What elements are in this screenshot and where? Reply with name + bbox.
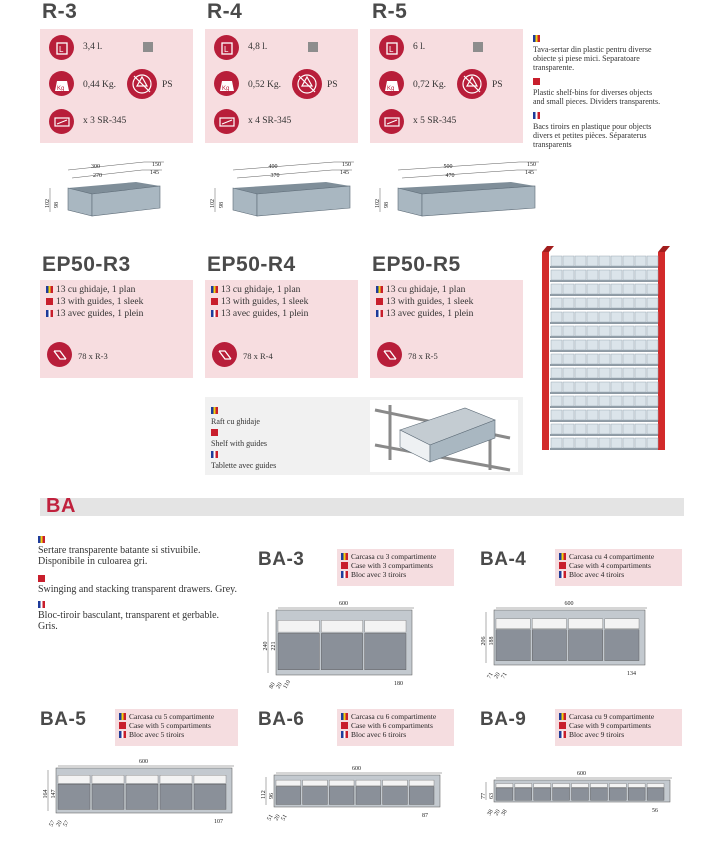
ep-spec-box [370, 280, 523, 378]
flag-uk-icon [533, 78, 540, 85]
ba-dim-height-inner: 188 [489, 636, 495, 646]
flag-ro-icon [46, 286, 53, 293]
volume-value: 3,4 l. [83, 42, 103, 52]
dim-width-inner: 370 [270, 173, 280, 179]
flag-fr-icon [38, 601, 45, 608]
ep-fr-text: 13 avec guides, 1 plein [56, 309, 144, 319]
ba-drawing [482, 770, 692, 818]
ba-line-en [341, 561, 433, 570]
material-value: PS [492, 80, 503, 90]
ba-dim-depth: 180 [394, 681, 403, 687]
ba-spec-box [337, 549, 454, 586]
weight-icon [49, 71, 74, 96]
legend-ro-text: Tava-sertar din plastic pentru diverse obiecte și piese mici. Separatoare transparente. [533, 45, 652, 72]
legend-fr [533, 110, 663, 149]
r-bin-drawing [211, 158, 366, 220]
r-code: R-3 [42, 0, 78, 23]
ba-code: BA-6 [258, 709, 305, 730]
ep-line-fr [46, 308, 143, 320]
ba-desc-en: Swinging and stacking transparent drawers. Grey. [38, 584, 238, 595]
dim-width-outer: 400 [268, 164, 278, 170]
ba-dim-depth2: 80 [268, 681, 277, 690]
ep-fr-text: 13 avec guides, 1 plein [221, 309, 309, 319]
color-swatch [473, 42, 483, 52]
ba-en-text: Case with 4 compartiments [569, 561, 651, 570]
ba-dim-depth4: 51 [280, 813, 289, 822]
ba-desc-fr: Bloc-tiroir basculant, transparent et gerbable. Gris. [38, 610, 220, 632]
ba-en-text: Case with 9 compartiments [569, 721, 651, 730]
pack-icon [49, 109, 74, 134]
material-value: PS [327, 80, 338, 90]
ba-dim-height: 240 [263, 641, 269, 651]
shelf-guides-illustration [370, 400, 518, 472]
flag-fr-icon [46, 310, 53, 317]
ba-dim-width: 600 [139, 759, 148, 765]
ba-spec-box [115, 709, 238, 746]
ba-dim-depth: 87 [422, 813, 428, 819]
ba-dim-depth: 107 [214, 819, 223, 825]
dim-depth-inner: 145 [150, 170, 159, 176]
ba-ro-text: Carcasa cu 4 compartimente [569, 552, 655, 561]
ep-ro-text: 13 cu ghidaje, 1 plan [386, 285, 466, 295]
shelf-icon [47, 342, 72, 367]
flag-fr-icon [211, 451, 218, 458]
flag-uk-icon [376, 298, 383, 305]
ep-code: EP50-R3 [42, 253, 131, 276]
dim-height-inner: 98 [219, 202, 225, 208]
r-spec-box [205, 29, 358, 143]
ba-dim-height-inner: 147 [51, 789, 57, 799]
flag-fr-icon [533, 112, 540, 119]
ep-qty: 78 x R-3 [78, 351, 108, 361]
svg-text:Kg: Kg [386, 85, 394, 92]
ba-line-ro [119, 712, 214, 721]
ba-fr-text: Bloc avec 5 tiroirs [129, 730, 185, 739]
ep-fr-text: 13 avec guides, 1 plein [386, 309, 474, 319]
ba-drawing [44, 758, 254, 829]
ba-code: BA-9 [480, 709, 527, 730]
volume-icon [49, 35, 74, 60]
ba-dim-height-inner: 221 [271, 641, 277, 651]
ba-line-fr [559, 730, 624, 739]
flag-uk-icon [559, 722, 566, 729]
ba-en-text: Case with 5 compartiments [129, 721, 211, 730]
volume-value: 4,8 l. [248, 42, 268, 52]
ba-section-bar [40, 495, 684, 517]
ep-ro-text: 13 cu ghidaje, 1 plan [56, 285, 136, 295]
ep-spec-box [40, 280, 193, 378]
ba-dim-depth2: 71 [486, 671, 495, 680]
flag-fr-icon [559, 571, 566, 578]
ba-dim-height: 206 [481, 636, 487, 646]
flag-ro-icon [559, 713, 566, 720]
svg-text:L: L [388, 44, 393, 54]
weight-value: 0,44 Kg. [83, 80, 116, 90]
recycle-icon [292, 69, 322, 99]
ba-dim-depth2: 51 [266, 813, 275, 822]
color-swatch [143, 42, 153, 52]
ba-dim-depth3: 20 [55, 819, 64, 828]
ba-code: BA-4 [480, 549, 527, 570]
ba-dim-height-inner: 96 [269, 793, 275, 799]
flag-uk-icon [38, 575, 45, 582]
ba-dim-width: 600 [352, 766, 361, 772]
r-bin-drawing [376, 158, 551, 220]
dim-height-inner: 98 [54, 202, 60, 208]
flag-ro-icon [119, 713, 126, 720]
ep-en-text: 13 with guides, 1 sleek [56, 297, 144, 307]
shelf-guides-panel [205, 397, 523, 475]
ba-dim-height: 77 [481, 793, 487, 799]
ba-dim-depth4: 38 [500, 808, 509, 817]
ba-code: BA-5 [40, 709, 87, 730]
ba-description [38, 534, 238, 632]
weight-value: 0,52 Kg. [248, 80, 281, 90]
flag-ro-icon [533, 35, 540, 42]
ep-line-ro [376, 284, 465, 296]
ba-line-ro [341, 712, 436, 721]
ep-qty: 78 x R-4 [243, 351, 273, 361]
flag-uk-icon [341, 562, 348, 569]
ba-spec-box [555, 709, 682, 746]
r-legend [533, 33, 663, 149]
ba-dim-depth3: 20 [493, 671, 502, 680]
legend-en [533, 76, 663, 106]
flag-fr-icon [341, 571, 348, 578]
legend-ro [533, 33, 663, 72]
ep-line-en [46, 296, 143, 308]
shelf-guides-text [211, 405, 276, 471]
ba-ro-text: Carcasa cu 6 compartimente [351, 712, 437, 721]
ba-dim-depth4: 110 [282, 679, 293, 690]
ba-dim-width: 600 [564, 601, 574, 607]
ep-line-en [376, 296, 473, 308]
ep-line-ro [46, 284, 135, 296]
dim-height-outer: 102 [210, 199, 216, 208]
ba-line-ro [559, 552, 654, 561]
ba-dim-depth3: 20 [273, 813, 282, 822]
flag-uk-icon [559, 562, 566, 569]
dim-width-inner: 470 [445, 173, 455, 179]
ba-line-ro [559, 712, 654, 721]
flag-ro-icon [341, 713, 348, 720]
pack-value: x 5 SR-345 [413, 116, 457, 126]
ba-drawing [262, 765, 462, 823]
shelf-icon [212, 342, 237, 367]
ep-line-en [211, 296, 308, 308]
flag-uk-icon [211, 429, 218, 436]
svg-text:Kg: Kg [56, 85, 64, 92]
r-spec-box [40, 29, 193, 143]
ba-line-fr [119, 730, 184, 739]
flag-uk-icon [119, 722, 126, 729]
ep-qty: 78 x R-5 [408, 351, 438, 361]
color-swatch [308, 42, 318, 52]
ba-line-en [559, 721, 651, 730]
ba-dim-height-inner: 63 [489, 793, 495, 799]
ep-en-text: 13 with guides, 1 sleek [221, 297, 309, 307]
ba-dim-width: 600 [339, 601, 348, 607]
ep-spec-box [205, 280, 358, 378]
pack-value: x 4 SR-345 [248, 116, 292, 126]
ba-drawing [264, 600, 434, 691]
legend-en-text: Plastic shelf-bins for diverses objects and small pieces. Dividers transparents. [533, 88, 661, 106]
flag-ro-icon [211, 407, 218, 414]
ba-fr-text: Bloc avec 6 tiroirs [351, 730, 407, 739]
volume-icon [379, 35, 404, 60]
ba-dim-depth: 134 [627, 671, 636, 677]
ba-line-fr [341, 570, 406, 579]
flag-fr-icon [559, 731, 566, 738]
shelf-guides-fr: Tablette avec guides [211, 461, 277, 470]
ep-en-text: 13 with guides, 1 sleek [386, 297, 474, 307]
ba-dim-depth: 56 [652, 808, 658, 814]
ba-line-ro [341, 552, 436, 561]
ba-dim-depth4: 71 [500, 671, 509, 680]
flag-ro-icon [211, 286, 218, 293]
ba-dim-height: 112 [261, 790, 267, 799]
ba-dim-depth4: 57 [62, 819, 71, 828]
ep-line-fr [211, 308, 308, 320]
dim-width-inner: 270 [93, 173, 102, 179]
shelf-guides-en: Shelf with guides [211, 439, 267, 448]
recycle-icon [127, 69, 157, 99]
flag-ro-icon [376, 286, 383, 293]
flag-uk-icon [46, 298, 53, 305]
ba-line-en [341, 721, 433, 730]
ba-dim-width: 600 [577, 771, 586, 777]
dim-height-inner: 98 [384, 202, 390, 208]
pack-icon [379, 109, 404, 134]
dim-depth-inner: 145 [340, 170, 349, 176]
ba-section-title: BA [46, 495, 76, 517]
ba-ro-text: Carcasa cu 3 compartimente [351, 552, 437, 561]
svg-text:Kg: Kg [221, 85, 229, 92]
ba-spec-box [555, 549, 682, 586]
material-value: PS [162, 80, 173, 90]
ba-dim-depth3: 20 [275, 681, 284, 690]
flag-fr-icon [376, 310, 383, 317]
dim-depth-inner: 145 [525, 170, 534, 176]
volume-value: 6 l. [413, 42, 426, 52]
flag-fr-icon [119, 731, 126, 738]
pack-icon [214, 109, 239, 134]
flag-fr-icon [341, 731, 348, 738]
flag-uk-icon [341, 722, 348, 729]
legend-fr-text: Bacs tiroirs en plastique pour objects divers et petites pièces. Séparaterus transparents [533, 122, 652, 149]
ba-fr-text: Bloc avec 3 tiroirs [351, 570, 407, 579]
weight-value: 0,72 Kg. [413, 80, 446, 90]
flag-uk-icon [211, 298, 218, 305]
dim-depth-outer: 150 [527, 162, 536, 168]
recycle-icon [457, 69, 487, 99]
ba-fr-text: Bloc avec 9 tiroirs [569, 730, 625, 739]
ba-en-text: Case with 3 compartiments [351, 561, 433, 570]
pack-value: x 3 SR-345 [83, 116, 127, 126]
r-spec-box [370, 29, 523, 143]
flag-ro-icon [559, 553, 566, 560]
flag-ro-icon [341, 553, 348, 560]
r-code: R-4 [207, 0, 243, 23]
ba-desc-ro: Sertare transparente batante si stivuibile. Disponibile in culoarea gri. [38, 545, 201, 567]
flag-ro-icon [38, 536, 45, 543]
dim-height-outer: 102 [45, 199, 51, 208]
weight-icon [379, 71, 404, 96]
dim-height-outer: 102 [375, 199, 381, 208]
ep-line-ro [211, 284, 300, 296]
ba-drawing [482, 600, 667, 681]
volume-icon [214, 35, 239, 60]
r-bin-drawing [46, 158, 176, 220]
ep-ro-text: 13 cu ghidaje, 1 plan [221, 285, 301, 295]
ba-dim-depth2: 57 [48, 819, 57, 828]
ba-spec-box [337, 709, 454, 746]
ba-line-en [559, 561, 651, 570]
weight-icon [214, 71, 239, 96]
shelf-icon [377, 342, 402, 367]
ep-code: EP50-R5 [372, 253, 461, 276]
ba-ro-text: Carcasa cu 5 compartimente [129, 712, 215, 721]
dim-depth-outer: 150 [152, 162, 161, 168]
dim-width-outer: 500 [443, 164, 453, 170]
ba-fr-text: Bloc avec 4 tiroirs [569, 570, 625, 579]
svg-text:L: L [58, 44, 63, 54]
svg-text:L: L [223, 44, 228, 54]
ba-line-en [119, 721, 211, 730]
r-code: R-5 [372, 0, 408, 23]
ba-code: BA-3 [258, 549, 305, 570]
ba-dim-depth2: 38 [486, 808, 495, 817]
ba-dim-height: 164 [43, 789, 49, 799]
ba-en-text: Case with 6 compartiments [351, 721, 433, 730]
ba-ro-text: Carcasa cu 9 compartimente [569, 712, 655, 721]
dim-depth-outer: 150 [342, 162, 351, 168]
dim-width-outer: 300 [91, 164, 100, 170]
ep-line-fr [376, 308, 473, 320]
rack-illustration [540, 244, 670, 452]
ep-code: EP50-R4 [207, 253, 296, 276]
ba-dim-depth3: 20 [493, 808, 502, 817]
flag-fr-icon [211, 310, 218, 317]
ba-line-fr [559, 570, 624, 579]
ba-line-fr [341, 730, 406, 739]
shelf-guides-ro: Raft cu ghidaje [211, 417, 260, 426]
